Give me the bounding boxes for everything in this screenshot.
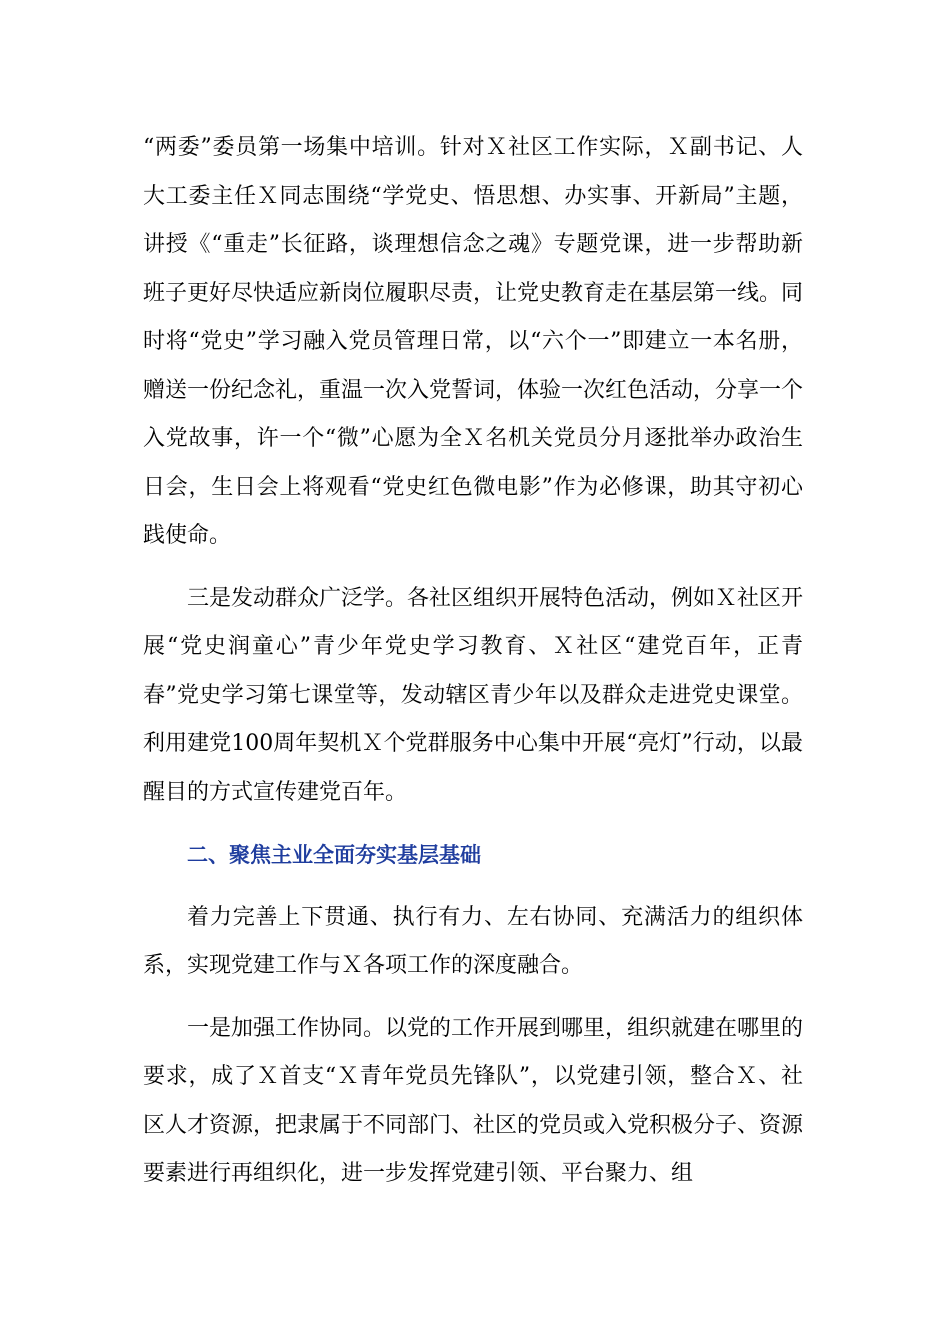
paragraph-training: “两委”委员第一场集中培训。针对Ｘ社区工作实际，Ｘ副书记、人大工委主任Ｘ同志围绕“学党史、悟思想、办实事、开新局”主题，讲授《“重走”长征路，谈理想信念之魂》专题党课，进一步帮助新班子更好尽快适应新岗位履职尽责，让党史教育走在基层第一线。同时将“党史”学习融入党员管理日常，以“六个一”即建立一本名册，赠送一份纪念礼，重温一次入党誓词，体验一次红色活动，分享一个入党故事，许一个“微”心愿为全Ｘ名机关党员分月逐批举办政治生日会，生日会上将观看“党史红色微电影”作为必修课，助其守初心践使命。 — [143, 135, 804, 548]
document-body — [143, 124, 803, 1213]
section-heading: 二、聚焦主业全面夯实基层基础 — [187, 843, 481, 867]
paragraph-organization-system: 着力完善上下贯通、执行有力、左右协同、充满活力的组织体系，实现党建工作与Ｘ各项工作的深度融合。 — [143, 904, 803, 978]
paragraph-mass-learning: 三是发动群众广泛学。各社区组织开展特色活动，例如Ｘ社区开展“党史润童心”青少年党史学习教育、Ｘ社区“建党百年，正青春”党史学习第七课堂等，发动辖区青少年以及群众走进党史课堂。利用建党100周年契机Ｘ个党群服务中心集中开展“亮灯”行动，以最醒目的方式宣传建党百年。 — [143, 585, 804, 805]
paragraph-work-coordination: 一是加强工作协同。以党的工作开展到哪里，组织就建在哪里的要求，成了Ｘ首支“Ｘ青年党员先锋队”，以党建引领，整合Ｘ、社区人才资源，把隶属于不同部门、社区的党员或入党积极分子、资源要素进行再组织化，进一步发挥党建引领、平台聚力、组 — [143, 1015, 804, 1186]
